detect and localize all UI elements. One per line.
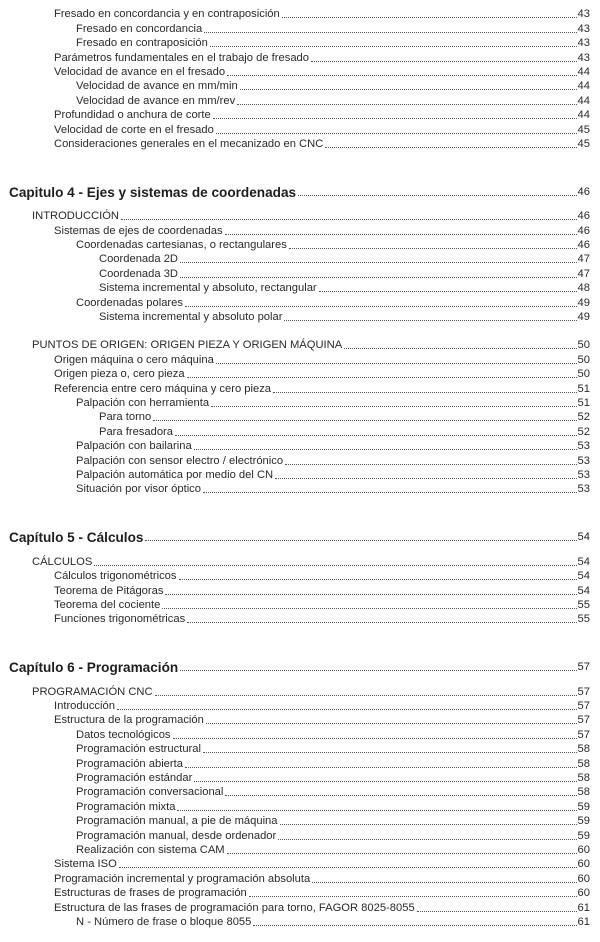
toc-page-number: 58	[577, 743, 590, 756]
dot-leader	[121, 219, 577, 220]
toc-entry	[0, 857, 600, 871]
toc-entry	[0, 468, 600, 482]
toc-entry	[0, 598, 600, 612]
toc-page-number: 50	[577, 353, 590, 366]
dot-leader	[285, 464, 576, 465]
toc-entry-title: Cálculos trigonométricos	[54, 570, 177, 583]
toc-entry	[0, 886, 600, 900]
toc-entry	[0, 79, 600, 93]
dot-leader	[94, 565, 576, 566]
toc-entry-title: Sistema ISO	[54, 858, 117, 871]
toc-page-number: 43	[577, 22, 590, 35]
toc-page-number: 51	[577, 396, 590, 409]
toc-page-number: 46	[577, 185, 590, 198]
toc-entry-title: Origen máquina o cero máquina	[54, 353, 214, 366]
toc-page-number: 60	[577, 887, 590, 900]
toc-entry	[0, 814, 600, 828]
dot-leader	[282, 17, 577, 18]
chapter-heading	[0, 656, 600, 674]
dot-leader	[185, 306, 577, 307]
dot-leader	[280, 824, 577, 825]
toc-entry-title: N - Número de frase o bloque 8055	[76, 915, 252, 928]
toc-entry-title: PROGRAMACIÓN CNC	[32, 685, 153, 698]
toc-entry	[0, 569, 600, 583]
toc-page-number: 60	[577, 843, 590, 856]
toc-entry	[0, 828, 600, 842]
toc-page-number: 44	[577, 65, 590, 78]
toc-entry-title: Para fresadora	[99, 425, 174, 438]
toc-entry	[0, 223, 600, 237]
toc-page-number: 43	[577, 37, 590, 50]
dot-leader	[179, 579, 577, 580]
toc-entry	[0, 396, 600, 410]
toc-entry-title: Datos tecnológicos	[76, 728, 171, 741]
toc-entry-title: Teorema de Pitágoras	[54, 584, 164, 597]
toc-entry-title: Situación por visor óptico	[76, 483, 201, 496]
toc-entry	[0, 410, 600, 424]
dot-leader	[119, 867, 577, 868]
toc-entry-title: Profundidad o anchura de corte	[54, 109, 211, 122]
toc-page-number: 44	[577, 109, 590, 122]
dot-leader	[185, 767, 577, 768]
toc-page-number: 60	[577, 858, 590, 871]
toc-entry	[0, 50, 600, 64]
toc-page-number: 44	[577, 94, 590, 107]
toc-entry-title: Sistema incremental y absoluto polar	[99, 311, 283, 324]
toc-entry	[0, 122, 600, 136]
toc-entry	[0, 742, 600, 756]
toc-page-number: 53	[577, 468, 590, 481]
toc-entry-title: Estructura de las frases de programación para torno, FAGOR 8025-8055	[54, 901, 415, 914]
toc-entry-title: INTRODUCCIÓN	[32, 210, 120, 223]
dot-leader	[211, 406, 576, 407]
toc-page-number: 57	[577, 700, 590, 713]
dot-leader	[289, 248, 577, 249]
toc-entry	[0, 900, 600, 914]
toc-entry-title: Fresado en concordancia y en contraposición	[54, 8, 280, 21]
dot-leader	[180, 670, 576, 671]
toc-entry-title: Referencia entre cero máquina y cero pieza	[54, 382, 272, 395]
chapter-heading	[0, 526, 600, 544]
toc-page-number: 53	[577, 440, 590, 453]
toc-entry	[0, 36, 600, 50]
dot-leader	[204, 32, 576, 33]
dot-leader	[153, 420, 576, 421]
dot-leader	[325, 147, 576, 148]
toc-page-number: 61	[577, 901, 590, 914]
dot-leader	[177, 810, 576, 811]
dot-leader	[240, 89, 577, 90]
toc-entry-title: Fresado en contraposición	[76, 37, 208, 50]
toc-entry-title: PUNTOS DE ORIGEN: ORIGEN PIEZA Y ORIGEN MÁQUINA	[32, 339, 343, 352]
dot-leader	[155, 695, 577, 696]
toc-page-number: 54	[577, 584, 590, 597]
toc-page-number: 43	[577, 51, 590, 64]
toc-page-number: 46	[577, 239, 590, 252]
toc-entry-title: Programación manual, a pie de máquina	[76, 815, 278, 828]
toc-section	[0, 684, 600, 698]
toc-entry-title: Introducción	[54, 700, 115, 713]
dot-leader	[213, 118, 577, 119]
dot-leader	[298, 195, 576, 196]
toc-page-number: 58	[577, 772, 590, 785]
toc-section	[0, 338, 600, 352]
toc-entry-title: Programación abierta	[76, 757, 183, 770]
toc-page-number: 49	[577, 311, 590, 324]
dot-leader	[311, 61, 577, 62]
toc-entry-title: Capítulo 6 - Programación	[9, 660, 179, 676]
toc-entry	[0, 65, 600, 79]
dot-leader	[216, 363, 577, 364]
toc-entry	[0, 713, 600, 727]
toc-entry	[0, 871, 600, 885]
dot-leader	[180, 277, 577, 278]
dot-leader	[253, 925, 576, 926]
toc-entry-title: Programación conversacional	[76, 786, 224, 799]
toc-entry-title: Fresado en concordancia	[76, 22, 203, 35]
toc-page-number: 55	[577, 613, 590, 626]
toc-entry-title: Para torno	[99, 411, 152, 424]
toc-entry-title: Parámetros fundamentales en el trabajo de fresado	[54, 51, 309, 64]
toc-entry-title: Sistemas de ejes de coordenadas	[54, 224, 223, 237]
toc-page-number: 52	[577, 411, 590, 424]
dot-leader	[145, 540, 576, 541]
toc-entry-title: Programación mixta	[76, 800, 176, 813]
table-of-contents	[0, 7, 600, 929]
dot-leader	[203, 492, 577, 493]
toc-entry-title: Velocidad de corte en el fresado	[54, 123, 214, 136]
toc-page-number: 53	[577, 483, 590, 496]
toc-page-number: 54	[577, 570, 590, 583]
toc-entry	[0, 799, 600, 813]
toc-entry	[0, 352, 600, 366]
toc-page-number: 52	[577, 425, 590, 438]
toc-entry-title: Palpación con bailarina	[76, 440, 192, 453]
toc-entry	[0, 699, 600, 713]
toc-entry-title: CÁLCULOS	[32, 555, 93, 568]
toc-page-number: 49	[577, 296, 590, 309]
dot-leader	[187, 622, 576, 623]
toc-entry	[0, 756, 600, 770]
toc-entry	[0, 381, 600, 395]
toc-page-number: 47	[577, 267, 590, 280]
toc-entry	[0, 137, 600, 151]
toc-entry-title: Coordenada 2D	[99, 253, 178, 266]
dot-leader	[417, 911, 577, 912]
toc-page-number: 55	[577, 598, 590, 611]
toc-page-number: 44	[577, 80, 590, 93]
toc-entry	[0, 238, 600, 252]
dot-leader	[225, 795, 576, 796]
toc-page-number: 46	[577, 210, 590, 223]
dot-leader	[275, 478, 576, 479]
toc-page-number: 61	[577, 915, 590, 928]
toc-section	[0, 554, 600, 568]
toc-entry-title: Origen pieza o, cero pieza	[54, 368, 185, 381]
toc-entry	[0, 439, 600, 453]
dot-leader	[187, 377, 577, 378]
dot-leader	[173, 738, 577, 739]
dot-leader	[180, 262, 577, 263]
toc-page-number: 57	[577, 685, 590, 698]
toc-page-number: 43	[577, 8, 590, 21]
toc-page-number: 54	[577, 555, 590, 568]
toc-page-number: 51	[577, 382, 590, 395]
toc-entry-title: Programación estándar	[76, 772, 193, 785]
dot-leader	[165, 594, 576, 595]
dot-leader	[273, 392, 577, 393]
dot-leader	[284, 320, 576, 321]
toc-page-number: 59	[577, 800, 590, 813]
dot-leader	[249, 896, 577, 897]
toc-page-number: 48	[577, 282, 590, 295]
toc-entry	[0, 310, 600, 324]
toc-entry-title: Consideraciones generales en el mecanizado en CNC	[54, 137, 324, 150]
toc-section	[0, 209, 600, 223]
dot-leader	[203, 752, 577, 753]
toc-entry	[0, 915, 600, 929]
toc-entry	[0, 453, 600, 467]
toc-entry	[0, 727, 600, 741]
toc-page-number: 53	[577, 454, 590, 467]
toc-entry-title: Palpación con sensor electro / electrónico	[76, 454, 284, 467]
toc-entry-title: Teorema del cociente	[54, 598, 161, 611]
toc-entry-title: Palpación automática por medio del CN	[76, 468, 274, 481]
toc-page-number: 59	[577, 829, 590, 842]
toc-page-number: 58	[577, 757, 590, 770]
dot-leader	[194, 449, 577, 450]
dot-leader	[227, 853, 577, 854]
toc-entry-title: Capitulo 4 - Ejes y sistemas de coordenadas	[9, 184, 297, 200]
toc-page-number: 57	[577, 728, 590, 741]
toc-page-number: 50	[577, 368, 590, 381]
toc-page-number: 46	[577, 224, 590, 237]
toc-entry	[0, 785, 600, 799]
toc-entry-title: Capítulo 5 - Cálculos	[9, 530, 144, 546]
dot-leader	[117, 709, 577, 710]
dot-leader	[162, 608, 576, 609]
toc-entry	[0, 482, 600, 496]
chapter-heading	[0, 181, 600, 199]
toc-entry	[0, 771, 600, 785]
dot-leader	[319, 291, 577, 292]
dot-leader	[225, 234, 577, 235]
dot-leader	[206, 723, 577, 724]
toc-entry-title: Sistema incremental y absoluto, rectangular	[99, 282, 317, 295]
toc-entry-title: Programación manual, desde ordenador	[76, 829, 277, 842]
toc-page-number: 54	[577, 531, 590, 544]
toc-entry-title: Estructura de la programación	[54, 714, 204, 727]
toc-entry	[0, 7, 600, 21]
dot-leader	[216, 133, 577, 134]
toc-entry	[0, 21, 600, 35]
toc-entry-title: Velocidad de avance en mm/rev	[76, 94, 236, 107]
toc-entry	[0, 252, 600, 266]
toc-entry-title: Funciones trigonométricas	[54, 613, 186, 626]
dot-leader	[312, 882, 576, 883]
toc-entry-title: Estructuras de frases de programación	[54, 887, 247, 900]
toc-entry-title: Velocidad de avance en el fresado	[54, 65, 226, 78]
dot-leader	[344, 348, 576, 349]
toc-page-number: 57	[577, 661, 590, 674]
toc-entry-title: Velocidad de avance en mm/min	[76, 80, 238, 93]
toc-entry	[0, 583, 600, 597]
toc-page-number: 60	[577, 872, 590, 885]
dot-leader	[278, 839, 576, 840]
toc-entry	[0, 108, 600, 122]
toc-entry	[0, 281, 600, 295]
toc-page-number: 57	[577, 714, 590, 727]
toc-entry	[0, 295, 600, 309]
toc-entry	[0, 843, 600, 857]
toc-entry-title: Coordenadas polares	[76, 296, 183, 309]
toc-entry-title: Coordenada 3D	[99, 267, 178, 280]
dot-leader	[237, 104, 576, 105]
toc-entry	[0, 93, 600, 107]
toc-entry-title: Palpación con herramienta	[76, 396, 210, 409]
toc-entry-title: Programación incremental y programación absoluta	[54, 872, 311, 885]
toc-entry-title: Realización con sistema CAM	[76, 843, 225, 856]
toc-page-number: 59	[577, 815, 590, 828]
toc-page-number: 50	[577, 339, 590, 352]
toc-page-number: 58	[577, 786, 590, 799]
toc-page-number: 47	[577, 253, 590, 266]
toc-page-number: 45	[577, 123, 590, 136]
dot-leader	[210, 46, 577, 47]
dot-leader	[227, 75, 577, 76]
dot-leader	[175, 435, 577, 436]
toc-entry-title: Coordenadas cartesianas, o rectangulares	[76, 239, 287, 252]
dot-leader	[194, 781, 576, 782]
toc-entry	[0, 367, 600, 381]
toc-entry	[0, 424, 600, 438]
toc-entry-title: Programación estructural	[76, 743, 201, 756]
toc-page-number: 45	[577, 137, 590, 150]
toc-entry	[0, 612, 600, 626]
toc-entry	[0, 266, 600, 280]
